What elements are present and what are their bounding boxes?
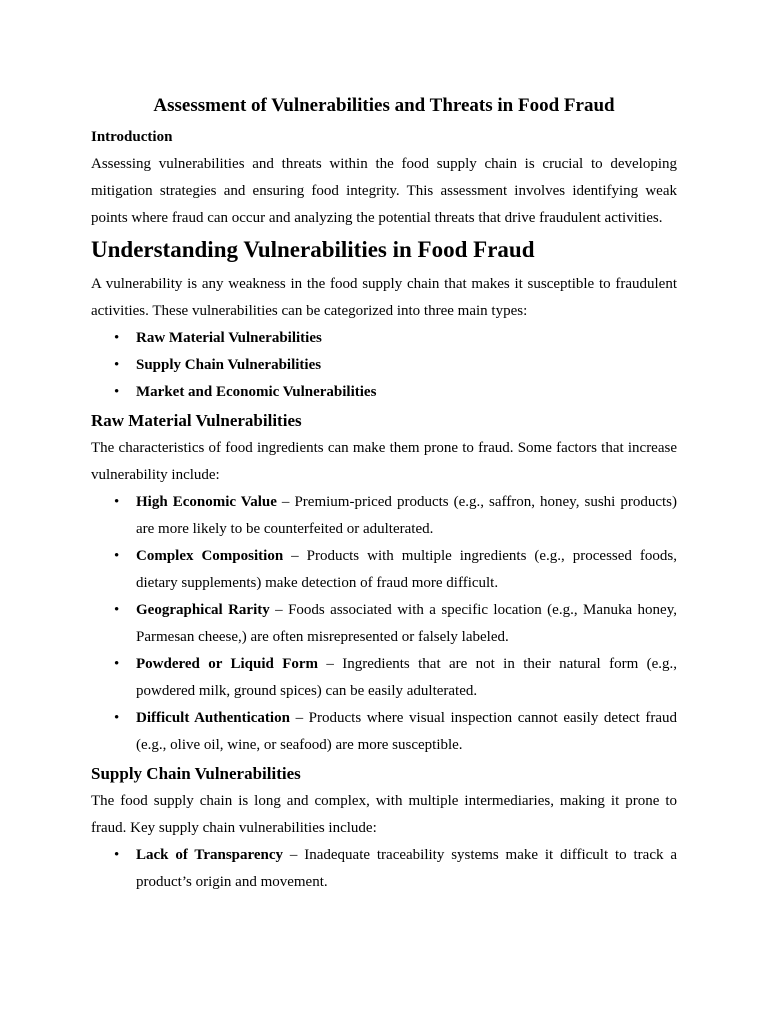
bullet-icon: • [114,494,120,510]
factor-term: Difficult Authentication [136,710,290,726]
factor-term: Powdered or Liquid Form [136,656,319,672]
list-item [114,352,677,379]
list-item [114,842,677,896]
bullet-icon: • [114,847,120,863]
factor-description: – Foods associated with a specific location (e.g., Manuka honey, Parmesan cheese,) are often misrepresented or falsely labeled. [136,602,677,645]
factor-term: Complex Composition [136,548,284,564]
introduction-heading: Introduction [91,129,173,145]
factor-description: – Products with multiple ingredients (e.g., processed foods, dietary supplements) make detection of fraud more difficult. [136,548,677,591]
bullet-icon: • [114,656,120,672]
list-item [114,379,677,406]
raw-material-factors-list [91,489,677,759]
factor-description: – Inadequate traceability systems make it difficult to track a product’s origin and movement. [136,847,677,890]
document-title: Assessment of Vulnerabilities and Threats in Food Fraud [153,95,615,116]
list-item-text: Supply Chain Vulnerabilities [136,357,322,373]
list-item [114,325,677,352]
bullet-icon: • [114,710,120,726]
list-item-text: Market and Economic Vulnerabilities [136,384,377,400]
list-item-text: Raw Material Vulnerabilities [136,330,322,346]
subsection-heading-supply-chain: Supply Chain Vulnerabilities [91,764,301,783]
introduction-paragraph: Assessing vulnerabilities and threats within the food supply chain is crucial to developing mitigation strategies and ensuring food integrity. This assessment involves identifying weak points where fraud can occur and analyzing the potential threats that drive fraudulent activities. [91,156,677,226]
subsection-heading-raw-material: Raw Material Vulnerabilities [91,411,302,430]
document-content [91,92,677,896]
list-item [114,705,677,759]
bullet-icon: • [114,384,120,400]
factor-term: Geographical Rarity [136,602,270,618]
bullet-icon: • [114,330,120,346]
vulnerability-types-list [91,325,677,406]
section-heading-understanding: Understanding Vulnerabilities in Food Fraud [91,237,535,262]
list-item [114,651,677,705]
supply-chain-factors-list [91,842,677,896]
list-item [114,489,678,543]
factor-description: – Premium-priced products (e.g., saffron, honey, sushi products) are more likely to be counterfeited or adulterated. [136,494,678,537]
raw-material-paragraph: The characteristics of food ingredients can make them prone to fraud. Some factors that increase vulnerability include: [91,440,677,483]
understanding-paragraph: A vulnerability is any weakness in the food supply chain that makes it susceptible to fraudulent activities. These vulnerabilities can be categorized into three main types: [91,276,677,319]
bullet-icon: • [114,602,120,618]
factor-description: – Products where visual inspection cannot easily detect fraud (e.g., olive oil, wine, or seafood) are more susceptible. [136,710,677,753]
supply-chain-paragraph: The food supply chain is long and complex, with multiple intermediaries, making it prone to fraud. Key supply chain vulnerabilities include: [91,793,677,836]
factor-description: – Ingredients that are not in their natural form (e.g., powdered milk, ground spices) can be easily adulterated. [136,656,677,699]
factor-term: High Economic Value [136,494,277,510]
list-item [114,543,677,597]
bullet-icon: • [114,548,120,564]
list-item [114,597,677,651]
factor-term: Lack of Transparency [136,847,284,863]
bullet-icon: • [114,357,120,373]
